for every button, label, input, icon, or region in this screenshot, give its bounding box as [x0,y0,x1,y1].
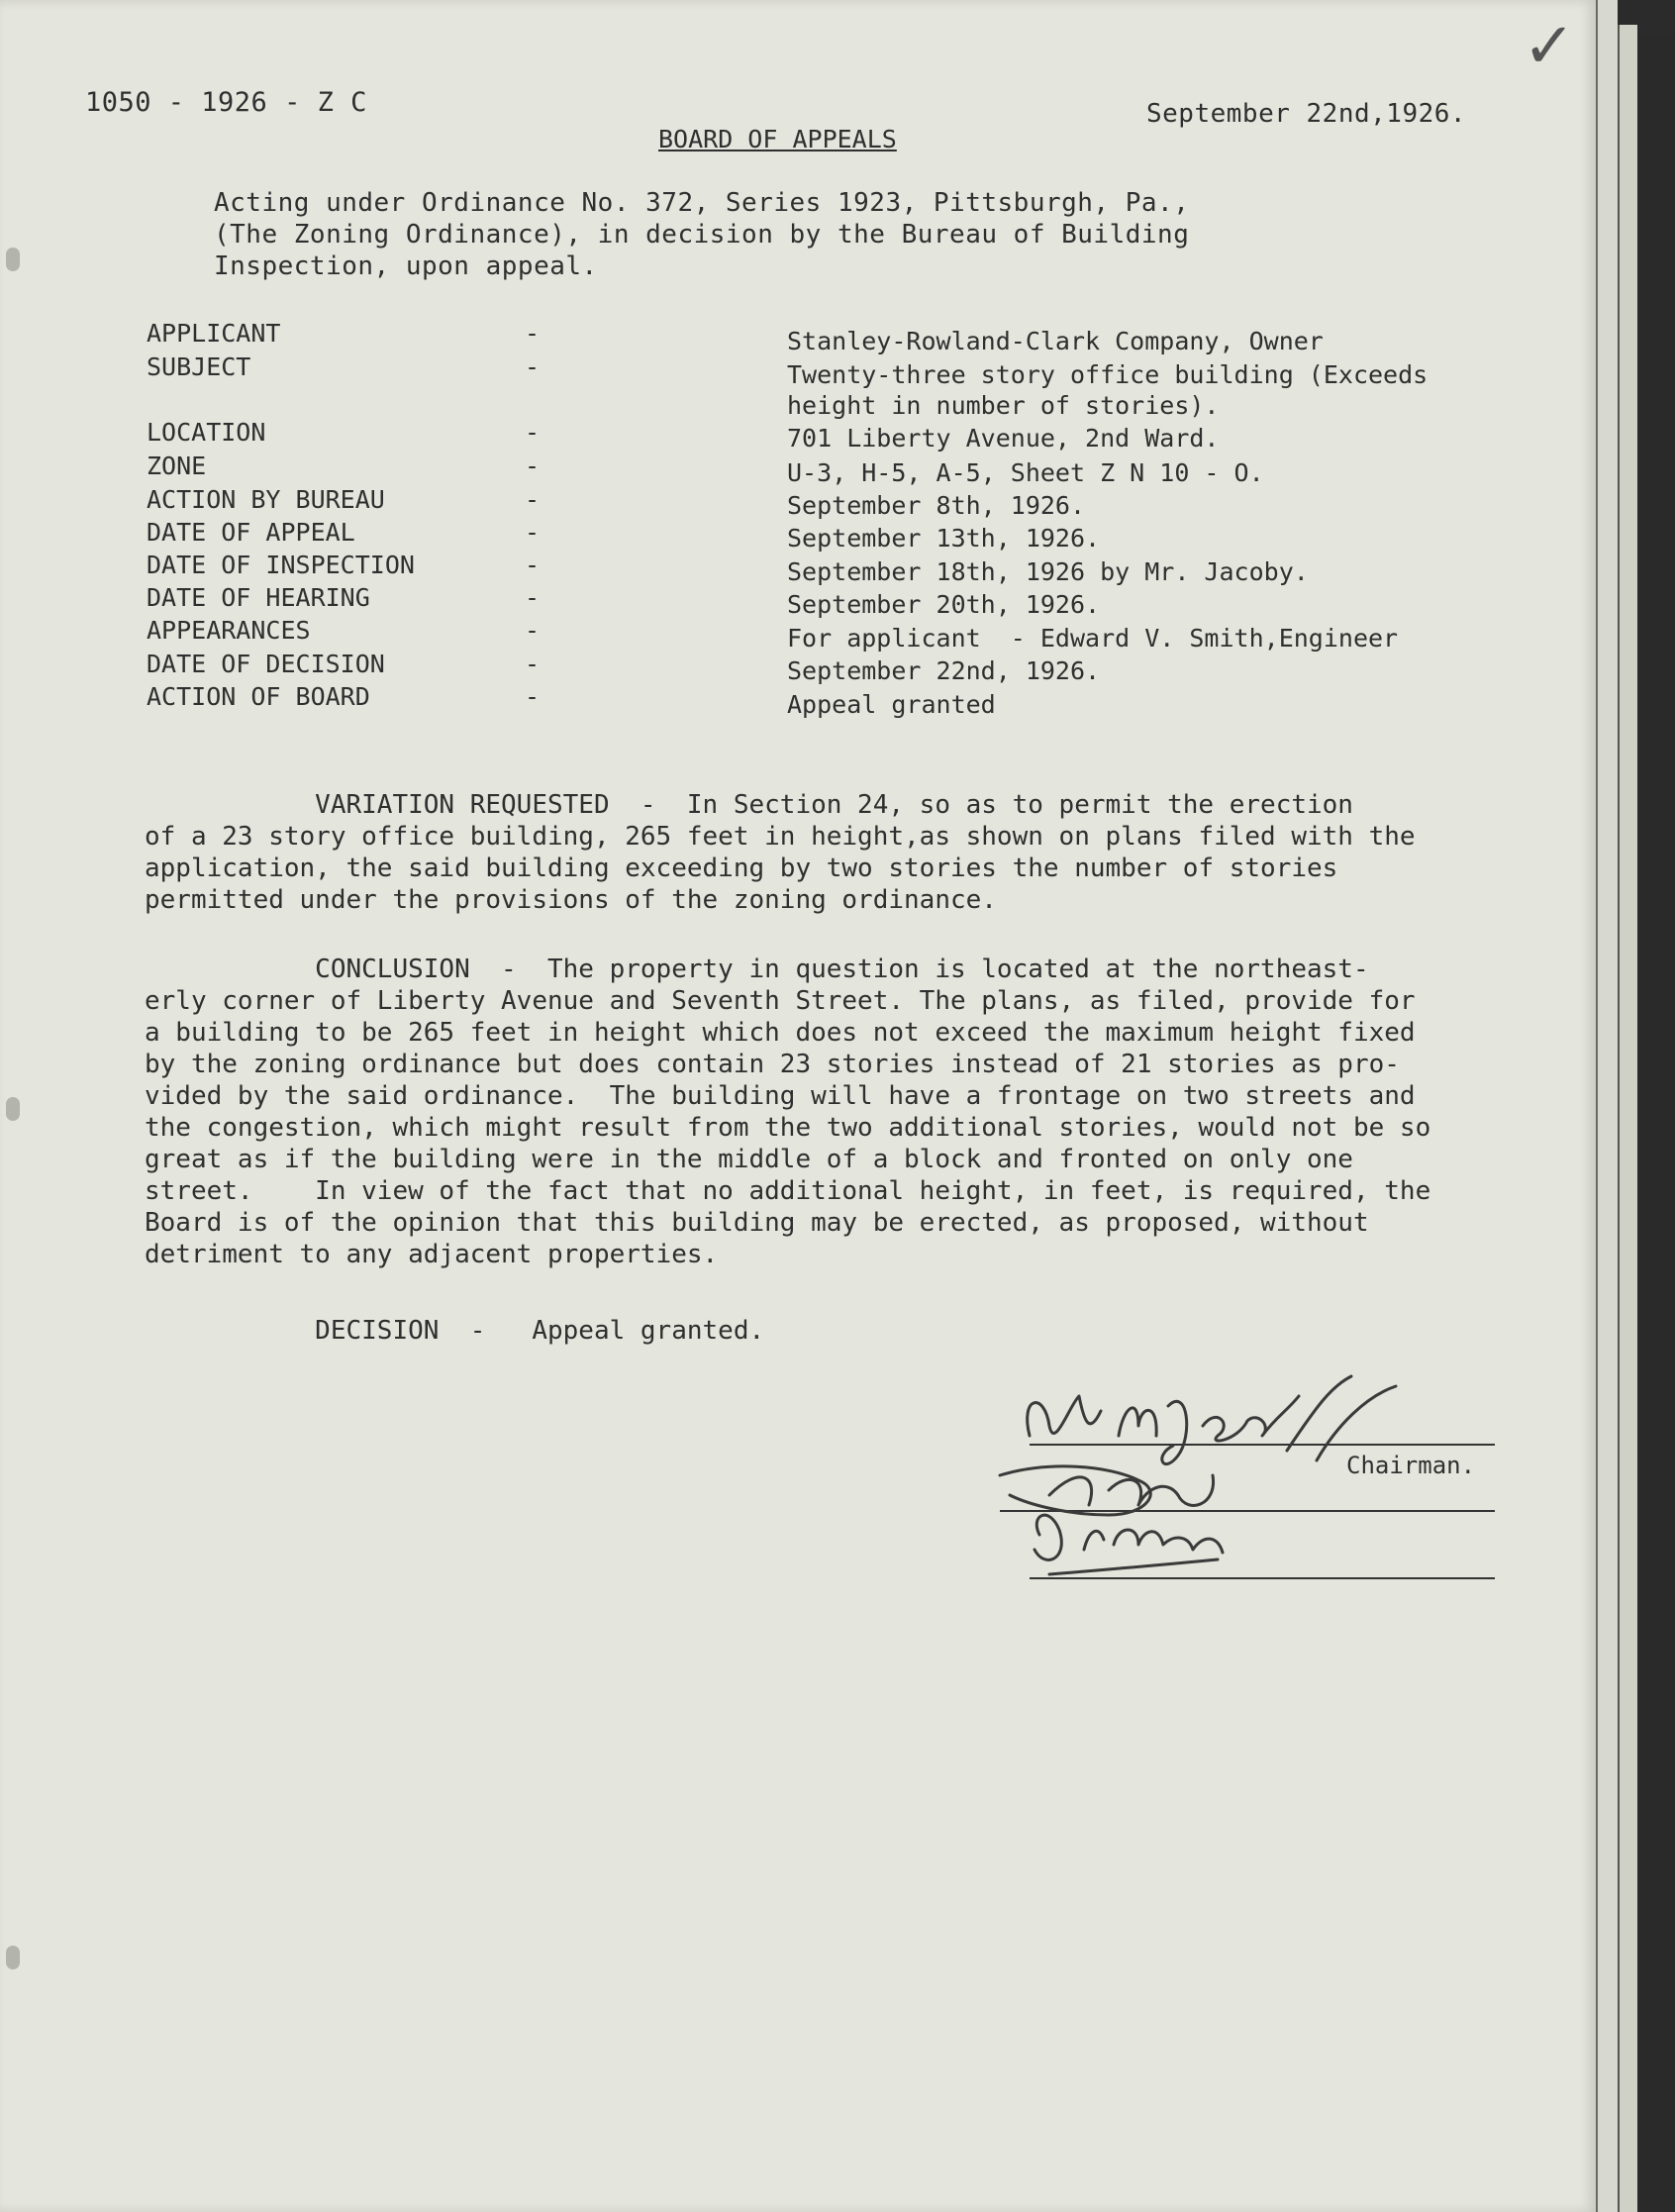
decision-line: DECISION - Appeal granted. [145,1316,765,1346]
field-value-date-of-appeal: September 13th, 1926. [787,524,1101,553]
field-dash: - [525,352,541,381]
field-dash: - [525,551,541,579]
field-dash: - [525,418,541,447]
paragraph-line: a building to be 265 feet in height which does not exceed the maximum height fixed [145,1018,1416,1048]
punch-hole [6,1097,20,1121]
paragraph-line: vided by the said ordinance. The building will have a frontage on two streets and [145,1081,1416,1111]
field-label-date-of-appeal: DATE OF APPEAL [147,518,355,547]
field-label-action-by-bureau: ACTION BY BUREAU [147,485,385,514]
field-value-applicant: Stanley-Rowland-Clark Company, Owner [787,327,1324,355]
field-label-date-of-hearing: DATE OF HEARING [147,583,370,612]
binder-background [1637,35,1675,2212]
paragraph-line: the congestion, which might result from the two additional stories, would not be so [145,1113,1431,1143]
field-value-location: 701 Liberty Avenue, 2nd Ward. [787,424,1220,452]
page-stack-edge [1618,25,1637,2212]
field-value-appearances: For applicant - Edward V. Smith,Engineer [787,624,1399,653]
handwritten-signatures [990,1366,1544,1604]
field-value-subject: Twenty-three story office building (Exceeds [787,360,1429,389]
paragraph-line: application, the said building exceeding by two stories the number of stories [145,854,1338,883]
paragraph-line: street. In view of the fact that no additional height, in feet, is required, the [145,1176,1431,1206]
field-dash: - [525,682,541,711]
check-mark-icon: ✓ [1523,10,1577,83]
field-value-date-of-inspection: September 18th, 1926 by Mr. Jacoby. [787,557,1309,586]
field-dash: - [525,452,541,480]
intro-line: Inspection, upon appeal. [214,251,598,281]
document-title: BOARD OF APPEALS [658,125,897,153]
field-label-zone: ZONE [147,452,207,480]
field-label-location: LOCATION [147,418,266,447]
paragraph-line: of a 23 story office building, 265 feet in height,as shown on plans filed with the [145,822,1416,852]
field-value-subject: height in number of stories). [787,391,1220,420]
field-label-subject: SUBJECT [147,352,251,381]
field-label-appearances: APPEARANCES [147,616,311,645]
paragraph-line: CONCLUSION - The property in question is located at the northeast- [145,955,1369,984]
paragraph-line: Board is of the opinion that this building may be erected, as proposed, without [145,1208,1369,1238]
field-value-action-of-board: Appeal granted [787,690,996,719]
field-value-zone: U-3, H-5, A-5, Sheet Z N 10 - O. [787,458,1264,487]
intro-line: (The Zoning Ordinance), in decision by the Bureau of Building [214,220,1190,250]
paragraph-line: detriment to any adjacent properties. [145,1240,719,1269]
field-dash: - [525,518,541,547]
field-dash: - [525,616,541,645]
field-dash: - [525,583,541,612]
field-value-date-of-hearing: September 20th, 1926. [787,590,1101,619]
paragraph-line: by the zoning ordinance but does contain 23 stories instead of 21 stories as pro- [145,1050,1400,1079]
field-dash: - [525,650,541,678]
paragraph-line: erly corner of Liberty Avenue and Seventh Street. The plans, as filed, provide for [145,986,1416,1016]
punch-hole [6,248,20,271]
field-value-action-by-bureau: September 8th, 1926. [787,491,1086,520]
field-label-action-of-board: ACTION OF BOARD [147,682,370,711]
file-number: 1050 - 1926 - Z C [85,87,367,118]
document-date: September 22nd,1926. [1146,99,1467,129]
punch-hole [6,1946,20,1969]
field-value-date-of-decision: September 22nd, 1926. [787,656,1101,685]
field-label-date-of-decision: DATE OF DECISION [147,650,385,678]
field-label-applicant: APPLICANT [147,319,281,348]
intro-line: Acting under Ordinance No. 372, Series 1923, Pittsburgh, Pa., [214,188,1190,218]
field-dash: - [525,319,541,348]
chairman-label: Chairman. [1346,1452,1476,1479]
paragraph-line: permitted under the provisions of the zoning ordinance. [145,885,997,915]
paragraph-line: great as if the building were in the middle of a block and fronted on only one [145,1145,1353,1174]
page-stack-edge [1596,0,1618,2212]
field-label-date-of-inspection: DATE OF INSPECTION [147,551,415,579]
field-dash: - [525,485,541,514]
paragraph-line: VARIATION REQUESTED - In Section 24, so as to permit the erection [145,790,1353,820]
